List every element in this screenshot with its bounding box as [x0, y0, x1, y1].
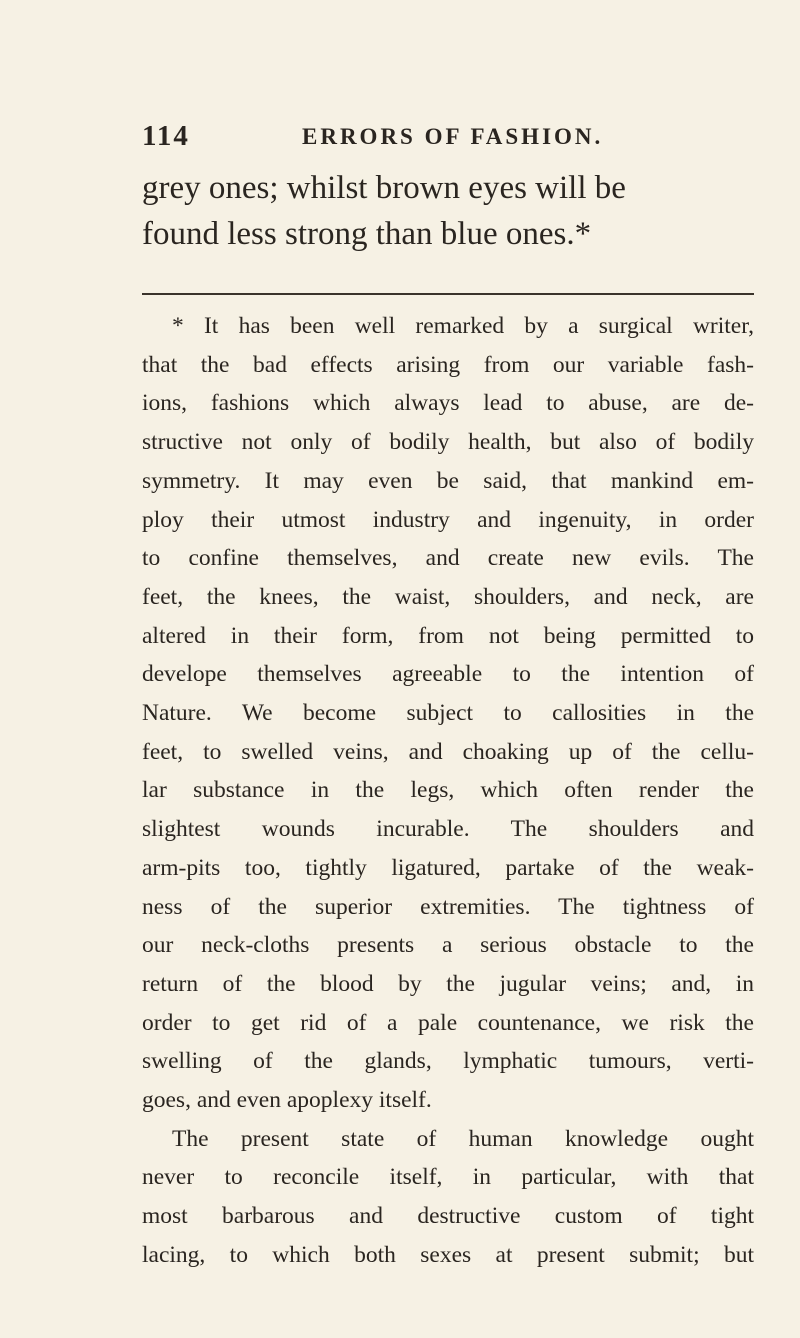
footnote-line: arm-pits too, tightly ligatured, partake of the weak-: [142, 854, 754, 881]
footnote-line: structive not only of bodily health, but also of bodily: [142, 429, 754, 456]
footnote-line: to confine themselves, and create new evils. The: [142, 545, 754, 572]
footnote-line: lar substance in the legs, which often render the: [142, 777, 754, 804]
footnote-line: that the bad effects arising from our variable fash-: [142, 351, 754, 378]
footnote-line: slightest wounds incurable. The shoulders and: [142, 816, 754, 843]
footnote-line: goes, and even apoplexy itself.: [142, 1087, 432, 1114]
footnote-line: symmetry. It may even be said, that mankind em-: [142, 467, 754, 494]
main-text: [142, 165, 754, 257]
footnote-line: feet, to swelled veins, and choaking up of the cellu-: [142, 738, 754, 765]
footnote-line: The present state of human knowledge ought: [172, 1125, 754, 1152]
footnote-line: feet, the knees, the waist, shoulders, and neck, are: [142, 583, 754, 610]
main-text-line: grey ones; whilst brown eyes will be: [142, 170, 626, 206]
footnote-line: never to reconcile itself, in particular, with that: [142, 1164, 754, 1191]
footnote-line: order to get rid of a pale countenance, we risk the: [142, 1009, 754, 1036]
footnote-line: our neck-cloths presents a serious obstacle to the: [142, 932, 754, 959]
footnote-line: * It has been well remarked by a surgical writer,: [172, 313, 754, 339]
footnote-line: ness of the superior extremities. The tightness of: [142, 893, 754, 920]
main-text-line: found less strong than blue ones.*: [142, 216, 592, 252]
footnote-line: swelling of the glands, lymphatic tumours, verti-: [142, 1048, 754, 1075]
footnote-line: ploy their utmost industry and ingenuity, in order: [142, 506, 754, 533]
footnote-line: ions, fashions which always lead to abuse, are de-: [142, 390, 754, 417]
footnote-line: most barbarous and destructive custom of tight: [142, 1203, 754, 1230]
footnote-line: return of the blood by the jugular veins; and, in: [142, 970, 754, 997]
footnote-line: lacing, to which both sexes at present submit; but: [142, 1241, 754, 1268]
footnote-divider: [142, 293, 754, 295]
page-number: 114: [142, 120, 190, 152]
footnote: [142, 307, 754, 1275]
footnote-line: altered in their form, from not being permitted to: [142, 622, 754, 649]
running-title: ERRORS OF FASHION.: [302, 124, 604, 149]
footnote-line: Nature. We become subject to callosities in the: [142, 700, 754, 727]
footnote-line: develope themselves agreeable to the intention of: [142, 661, 754, 688]
running-head: [142, 120, 672, 160]
